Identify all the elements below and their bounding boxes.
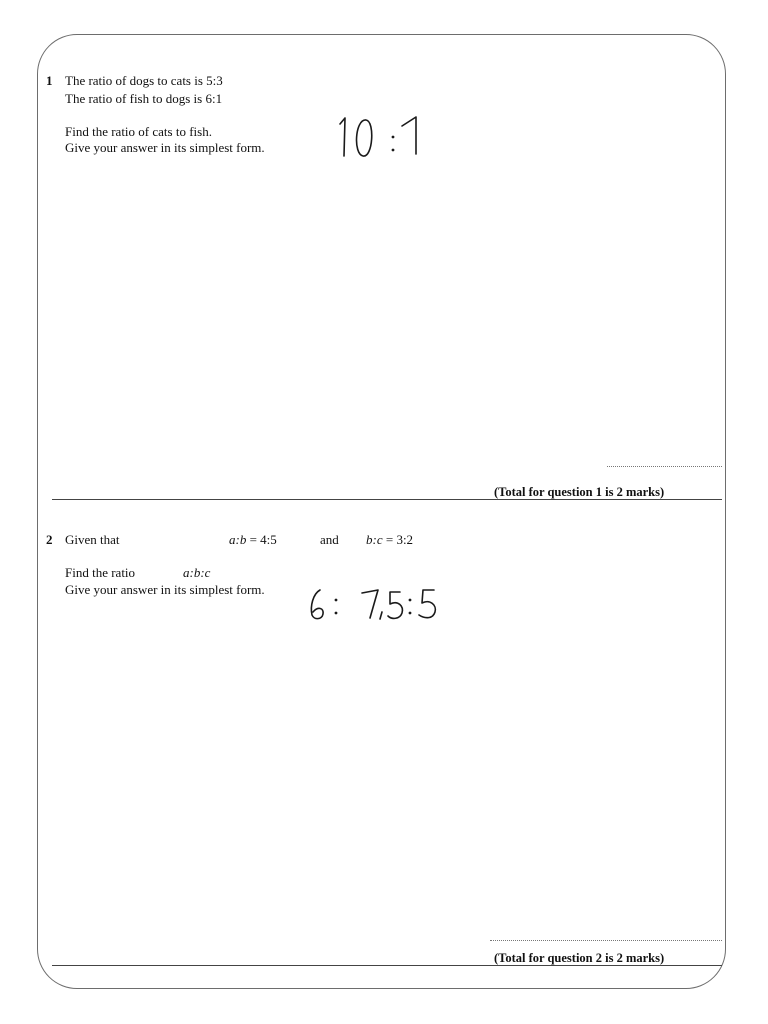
- q2-instruction-form: Give your answer in its simplest form.: [65, 582, 265, 597]
- q2-equation-1-lhs: a:b: [229, 532, 247, 547]
- q1-instruction-form: Give your answer in its simplest form.: [65, 140, 265, 155]
- q2-answer-line[interactable]: [490, 940, 722, 941]
- q2-total-marks: (Total for question 2 is 2 marks): [494, 951, 665, 965]
- q2-equation-2: [366, 532, 413, 548]
- q2-equation-2-lhs: b:c: [366, 532, 383, 547]
- q1-statement-1: The ratio of dogs to cats is 5:3: [65, 73, 223, 88]
- page-border: [37, 34, 726, 989]
- q2-equation-1: [229, 532, 277, 548]
- q1-handwritten-answer: [336, 114, 428, 162]
- q1-answer-line[interactable]: [607, 466, 722, 467]
- q2-find-expression: a:b:c: [183, 565, 211, 580]
- q2-number: 2: [46, 532, 53, 547]
- q2-find-label: Find the ratio: [65, 565, 136, 580]
- q2-handwritten-answer: [306, 584, 438, 628]
- q1-instruction: Find the ratio of cats to fish.: [65, 124, 212, 139]
- q1-number: 1: [46, 73, 53, 88]
- q1-statement-2: The ratio of fish to dogs is 6:1: [65, 91, 223, 106]
- q2-equation-1-rhs: = 4:5: [246, 532, 277, 547]
- q2-separator: [52, 965, 722, 966]
- q2-and-label: and: [320, 532, 339, 547]
- q1-total-marks: (Total for question 1 is 2 marks): [494, 485, 665, 499]
- q2-equation-2-rhs: = 3:2: [382, 532, 414, 547]
- q1-separator: [52, 499, 722, 500]
- q2-given-label: Given that: [65, 532, 120, 547]
